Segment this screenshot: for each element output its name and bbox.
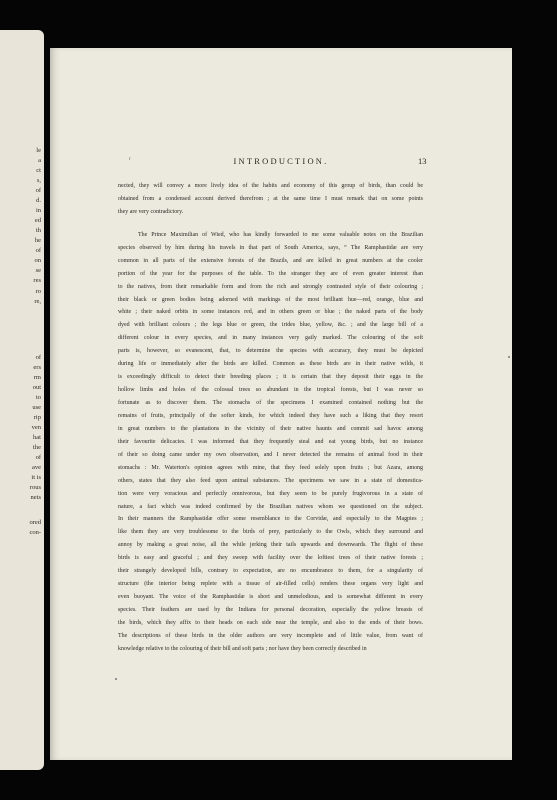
text-line: their strangely developed bills, contrary to expectation, are no encumbrance to them, for a singularity of bbox=[118, 568, 423, 575]
text-line: In their manners the Ramphastidæ offer some resemblance to the Corvidæ, and especially to the Magpies ; bbox=[118, 516, 423, 523]
left-page-fragment: ave bbox=[31, 464, 41, 471]
text-line: annoy by making a great noise, all the while jerking their tails upwards and downwards. The flight of these bbox=[118, 542, 423, 549]
left-page-fragment: ven bbox=[31, 424, 41, 431]
page-speck bbox=[508, 356, 510, 358]
text-line: structure (the interior being replete with a tissue of air-filled cells) renders these organs very light and bbox=[118, 581, 423, 588]
left-page-fragment: a bbox=[38, 157, 41, 164]
text-line: even buoyant. The voice of the Ramphastidæ is short and unmelodious, and is somewhat different in every bbox=[118, 594, 423, 601]
left-page-fragment: on bbox=[34, 257, 41, 264]
left-page-fragment: d. bbox=[36, 197, 41, 204]
text-line: common in all parts of the extensive forests of the Brazils, and are killed in great numbers at the cooler bbox=[118, 257, 423, 264]
page-title: INTRODUCTION. bbox=[233, 156, 329, 166]
body-text bbox=[118, 180, 423, 656]
left-page-fragment: of bbox=[35, 187, 41, 194]
left-page-fragment: of bbox=[35, 354, 41, 361]
header-mark: r bbox=[129, 157, 131, 162]
text-line: nature, a fact which was indeed confirmed by the Brazilian natives whom we questioned on the subject. bbox=[118, 503, 423, 510]
left-page-fragment: le bbox=[36, 147, 41, 154]
left-page-fragment: ers bbox=[33, 364, 41, 371]
text-line: of their so doing came under my own observation, and I never detected the remains of animal food in their bbox=[118, 451, 423, 458]
left-page-fragment: use bbox=[32, 404, 41, 411]
left-page-fragment: to bbox=[35, 394, 41, 401]
text-line: the birds, which they affix to their heads on each side near the temple, and also to the ends of their bows. bbox=[118, 619, 423, 626]
left-page-fragment: re, bbox=[34, 298, 41, 305]
text-line: different colour in every species, and in many instances very gaily marked. The colouring of the soft bbox=[118, 335, 423, 342]
text-line: stomachs : Mr. Waterton's opinion agrees with mine, that they feed solely upon fruits ; but Azara, among bbox=[118, 464, 423, 471]
text-line: their favourite delicacies. I was informed that they frequently steal and eat young birds, but no instance bbox=[118, 438, 423, 445]
text-line: portion of the year for the purposes of the table. To the stranger they are of even greater interest than bbox=[118, 270, 423, 277]
paragraph-1 bbox=[118, 180, 423, 219]
left-page-fragment: the bbox=[33, 444, 41, 451]
text-line: parts is, however, so evanescent, that, to determine the species with accuracy, they must be depicted bbox=[118, 348, 423, 355]
text-line: obtained from a condensed account derived therefrom ; at the same time I must remark that on some points bbox=[118, 195, 423, 202]
left-page-fragment: rm bbox=[33, 374, 41, 381]
left-page-fragment: nets bbox=[30, 494, 41, 501]
paragraph-gap bbox=[118, 219, 423, 229]
left-page-fragment: res bbox=[33, 277, 41, 284]
left-page-fragment: ed bbox=[34, 217, 41, 224]
left-page-fragment: hat bbox=[33, 434, 41, 441]
text-line: to the natives, from their remarkable form and from the rich and strongly contrasted style of their colouring ; bbox=[118, 283, 423, 290]
left-page-fragment: ro bbox=[35, 288, 41, 295]
left-page-fragment: th bbox=[35, 227, 41, 234]
left-page-fragment: con- bbox=[29, 529, 41, 536]
text-line: is exceedingly difficult to detect their breeding places ; it is certain that they deposit their eggs in the bbox=[118, 374, 423, 381]
text-line: species observed by him during his travels in that part of South America, says, “ The Ramphastidæ are very bbox=[118, 244, 423, 251]
text-line: their black or green bodies being adorned with markings of the most brilliant hue—red, orange, blue and bbox=[118, 296, 423, 303]
text-line: The Prince Maximilian of Wied, who has kindly forwarded to me some valuable notes on the Brazilian bbox=[138, 231, 423, 238]
text-line: species. Their feathers are used by the Indians for personal decoration, especially the yellow breasts of bbox=[118, 607, 423, 613]
left-page-fragment: rous bbox=[29, 484, 41, 491]
text-line: hollow limbs and holes of the colossal trees so abundant in the tropical forests, but I was never so bbox=[118, 387, 423, 394]
left-page-fragment: out bbox=[32, 384, 41, 391]
left-page-edge bbox=[0, 30, 44, 770]
left-page-fragment: of bbox=[35, 454, 41, 461]
text-line: remains of fruits, principally of the softer kinds, for which indeed they have such a liking that they resort bbox=[118, 412, 423, 419]
running-header bbox=[50, 156, 512, 168]
text-line: during life or immediately after the birds are killed. Common as these birds are in their native wilds, it bbox=[118, 361, 423, 368]
left-page-fragment: ored bbox=[29, 519, 41, 526]
text-line: fortunate as to discover them. The stomachs of the specimens I examined contained nothing but the bbox=[118, 400, 423, 406]
text-line: nected, they will convey a more lively idea of the habits and economy of this group of birds, than could be bbox=[118, 183, 423, 189]
page-number: 13 bbox=[418, 156, 427, 166]
left-page-fragment: in bbox=[35, 207, 41, 214]
text-line: knowledge relative to the colouring of their bill and soft parts ; nor have they been correctly described in bbox=[118, 645, 367, 652]
text-line: in great numbers to the plantations in the vicinity of their native haunts and commit sad havoc among bbox=[118, 425, 423, 432]
text-line: tion were very voracious and perfectly omnivorous, but they seem to be purely frugivorous in a state of bbox=[118, 490, 423, 497]
text-line: birds is easy and graceful ; and they sweep with facility over the loftiest trees of their native forests ; bbox=[118, 555, 423, 562]
left-page-fragment: s, bbox=[36, 177, 41, 184]
text-line: they are very contradictory. bbox=[118, 208, 184, 215]
text-line: like them they are very troublesome to the birds of prey, particularly to the Owls, which they surround and bbox=[118, 529, 423, 536]
left-page-fragment: he bbox=[34, 237, 41, 244]
text-line: dyed with brilliant colours ; the legs blue or green, the irides blue, yellow, &c. ; and the large bill of a bbox=[118, 322, 423, 329]
left-page-fragment: ct bbox=[36, 167, 41, 174]
page-speck bbox=[115, 678, 117, 680]
text-line: white ; their naked orbits in some instances red, and in others green or blue ; the naked parts of the body bbox=[118, 309, 423, 316]
text-line: The descriptions of these birds in the older authors are very incomplete and of little value, from want of bbox=[118, 632, 423, 639]
left-page-fragment: it is bbox=[31, 474, 41, 481]
text-line: others, states that they also feed upon animal substances. The specimens we saw in a state of domestica- bbox=[118, 477, 423, 484]
book-page bbox=[50, 48, 512, 760]
left-page-fragment: of bbox=[35, 247, 41, 254]
left-page-fragment: rip bbox=[33, 414, 41, 421]
left-page-fragment: se bbox=[35, 267, 41, 274]
paragraph-2 bbox=[118, 229, 423, 656]
